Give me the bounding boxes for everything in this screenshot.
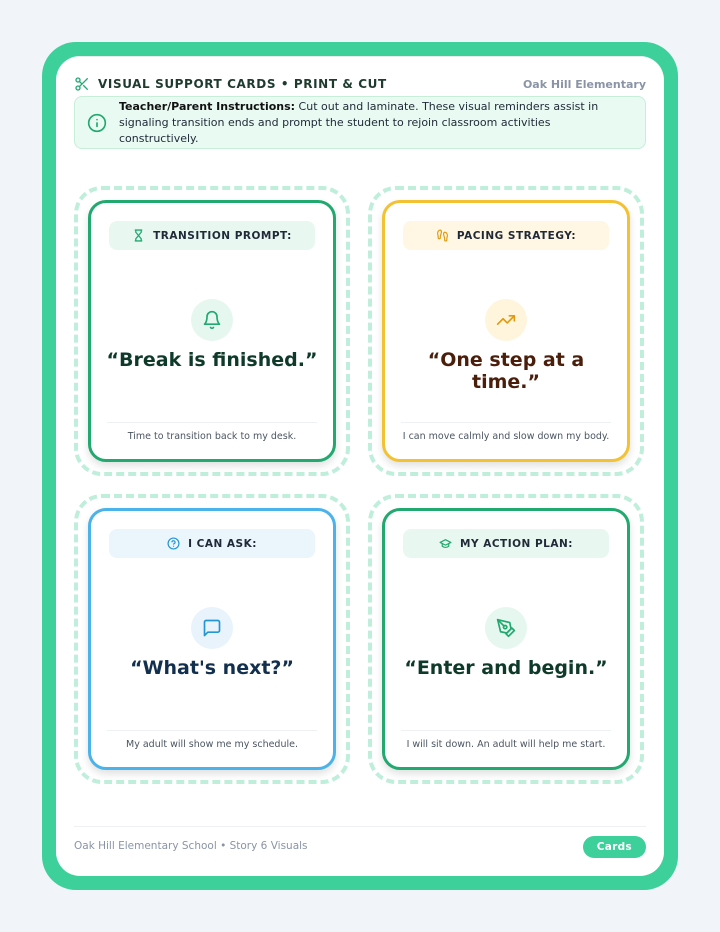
top-divider: [76, 56, 644, 57]
card-pacing-strategy: [382, 200, 630, 462]
card-icon-circle: [191, 299, 233, 341]
instructions-body: Cut out and laminate. These visual reminders assist in signaling transition ends and prompt the student to rejoin classroom activities constructively.: [119, 99, 599, 145]
card-divider: [107, 730, 317, 731]
hourglass-icon: [132, 229, 145, 242]
card-caption: Time to transition back to my desk.: [127, 431, 297, 442]
card-tag: [403, 529, 609, 558]
cut-outline-action: [368, 494, 644, 784]
question-circle-icon: [167, 537, 180, 550]
cut-outline-transition: [74, 186, 350, 476]
card-caption: I can move calmly and slow down my body.: [402, 431, 610, 442]
instructions-text: [119, 99, 633, 147]
instructions-banner: [74, 96, 646, 149]
card-divider: [401, 730, 611, 731]
card-quote: “Enter and begin.”: [404, 657, 608, 679]
card-quote: “Break is finished.”: [106, 349, 318, 371]
card-transition-prompt: [88, 200, 336, 462]
card-i-can-ask: [88, 508, 336, 770]
pen-tool-icon: [496, 618, 516, 638]
footprints-icon: [436, 229, 449, 242]
card-icon-circle: [191, 607, 233, 649]
info-icon: [87, 113, 107, 133]
message-square-icon: [202, 618, 222, 638]
card-tag: [109, 221, 315, 250]
sheet-header: [74, 74, 646, 94]
bell-icon: [202, 310, 222, 330]
header-title-group: [74, 76, 387, 92]
card-tag: [403, 221, 609, 250]
graduation-cap-icon: [439, 537, 452, 550]
footer-divider: [74, 826, 646, 827]
cards-badge: Cards: [583, 836, 646, 858]
card-quote: “One step at a time.”: [427, 349, 585, 393]
footer-text: Oak Hill Elementary School • Story 6 Visuals: [74, 840, 308, 852]
card-tag-label: TRANSITION PROMPT:: [153, 229, 292, 242]
card-divider: [401, 422, 611, 423]
instructions-label: Teacher/Parent Instructions:: [119, 99, 296, 113]
card-action-plan: [382, 508, 630, 770]
cut-outline-ask: [74, 494, 350, 784]
scissors-icon: [74, 76, 90, 92]
worksheet: [56, 56, 664, 876]
card-tag: [109, 529, 315, 558]
card-icon-circle: [485, 607, 527, 649]
cut-outline-pacing: [368, 186, 644, 476]
card-caption: I will sit down. An adult will help me start.: [406, 739, 606, 750]
card-caption: My adult will show me my schedule.: [126, 739, 298, 750]
card-tag-label: I CAN ASK:: [188, 537, 257, 550]
card-tag-label: MY ACTION PLAN:: [460, 537, 573, 550]
card-divider: [107, 422, 317, 423]
card-icon-circle: [485, 299, 527, 341]
card-quote: “What's next?”: [130, 657, 294, 679]
header-school-name: Oak Hill Elementary: [522, 77, 646, 91]
card-tag-label: PACING STRATEGY:: [456, 229, 577, 242]
trending-up-icon: [496, 310, 516, 330]
header-title: VISUAL SUPPORT CARDS • PRINT & CUT: [98, 77, 387, 91]
